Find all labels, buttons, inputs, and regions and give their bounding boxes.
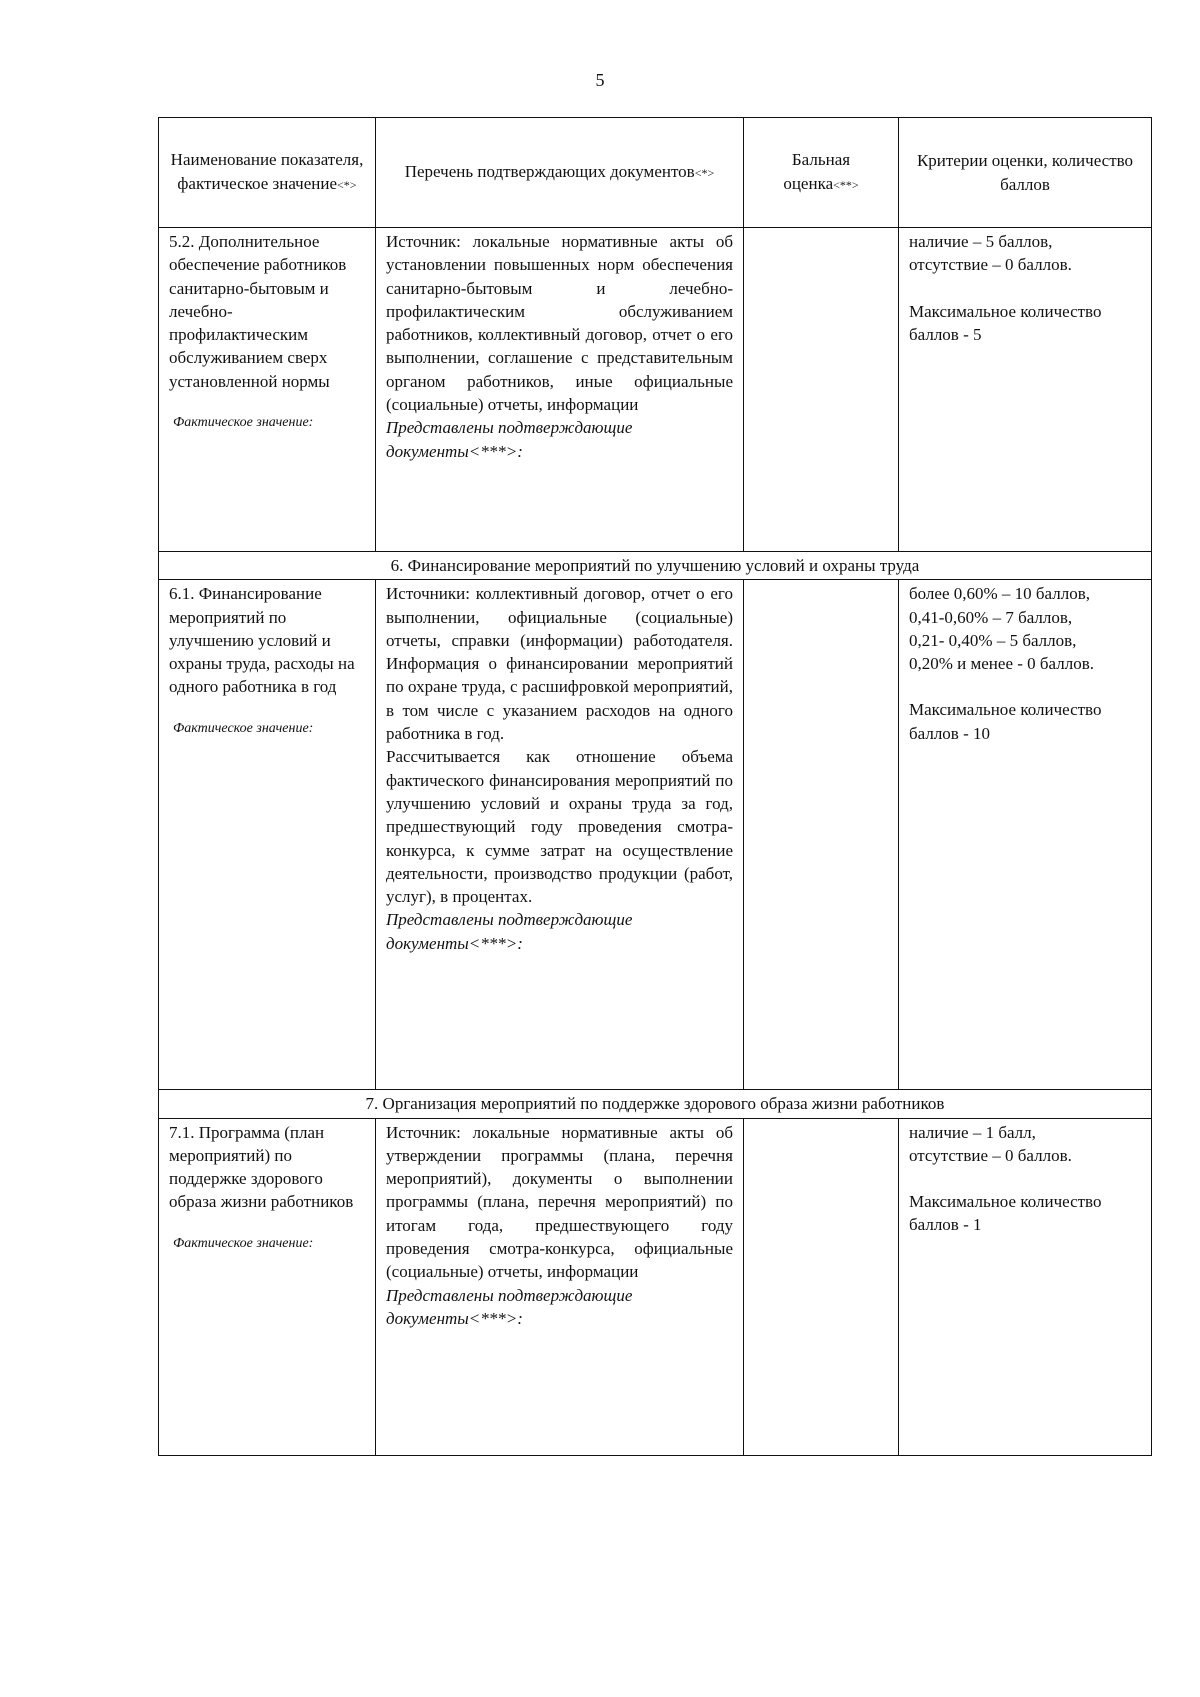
header-criteria	[899, 118, 1152, 228]
documents-cell	[376, 580, 744, 1090]
table-row-5-2	[159, 228, 1152, 552]
criteria-line: отсутствие – 0 баллов.	[909, 1145, 1072, 1165]
criteria-line: наличие – 1 балл,	[909, 1122, 1036, 1142]
criteria-line: 0,20% и менее - 0 баллов.	[909, 654, 1094, 674]
header-score-footnote: <**>	[833, 177, 859, 192]
section-7-row	[159, 1090, 1152, 1118]
header-documents	[376, 118, 744, 228]
criteria-line: более 0,60% – 10 баллов,	[909, 584, 1090, 604]
criteria-max: Максимальное количество баллов - 5	[909, 301, 1102, 344]
criteria-max: Максимальное количество баллов - 1	[909, 1192, 1102, 1235]
section-6-row	[159, 552, 1152, 580]
indicator-cell	[159, 228, 376, 552]
fact-value-label: Фактическое значение:	[173, 1235, 314, 1251]
documents-text: Источники: коллективный договор, отчет о его выполнении, официальные (социальные) отчеты, справки (информации) работодателя. Информация о финансировании мероприятий по охране труда, с расшифровкой мероприятий, в том числе с указанием расходов на одного работника в год.	[386, 584, 733, 744]
header-score-text: Бальная оценка	[783, 150, 851, 193]
documents-text: Источник: локальные нормативные акты об установлении повышенных норм обеспечения санитарно-бытовым и лечебно-профилактическим обслуживанием работников, коллективный договор, отчет о его выполнении, соглашение с представительным органом работников, иные официальные (социальные) отчеты, информации	[386, 232, 733, 415]
documents-calculation: Рассчитывается как отношение объема фактического финансирования мероприятий по улучшению условий и охраны труда за год, предшествующий году проведения смотра-конкурса, к сумме затрат на осуществление деятельности, производство продукции (работ, услуг), в процентах.	[386, 747, 733, 907]
criteria-line: 0,41-0,60% – 7 баллов,	[909, 607, 1073, 627]
table-header-row	[159, 118, 1152, 228]
header-criteria-text: Критерии оценки, количество баллов	[916, 151, 1134, 194]
score-cell[interactable]	[744, 228, 899, 552]
criteria-cell	[899, 1118, 1152, 1455]
criteria-line: отсутствие – 0 баллов.	[909, 255, 1072, 275]
score-cell[interactable]	[744, 1118, 899, 1455]
header-documents-footnote: <*>	[694, 165, 715, 180]
fact-value-label: Фактическое значение:	[173, 415, 314, 431]
indicator-name: 7.1. Программа (план мероприятий) по поддержке здорового образа жизни работников	[169, 1122, 354, 1212]
header-indicator-name-text: Наименование показателя, фактическое значение	[170, 150, 364, 193]
fact-value-label: Фактическое значение:	[173, 720, 314, 736]
header-documents-text: Перечень подтверждающих документов	[404, 161, 695, 181]
documents-text: Источник: локальные нормативные акты об утверждении программы (плана, перечня мероприятий), документы о выполнении программы (плана, перечня мероприятий) по итогам года, предшествующего году проведения смотра-конкурса, официальные (социальные) отчеты, информации	[386, 1122, 733, 1282]
evaluation-table	[158, 117, 1152, 1456]
indicator-cell	[159, 580, 376, 1090]
header-indicator-footnote: <*>	[337, 177, 357, 192]
indicator-cell	[159, 1118, 376, 1455]
documents-cell	[376, 1118, 744, 1455]
criteria-line: наличие – 5 баллов,	[909, 232, 1053, 251]
section-6-title: 6. Финансирование мероприятий по улучшению условий и охраны труда	[159, 552, 1152, 580]
criteria-cell	[899, 228, 1152, 552]
score-cell[interactable]	[744, 580, 899, 1090]
documents-confirm: Представлены подтверждающие документы<***>:	[386, 1285, 633, 1328]
criteria-cell	[899, 580, 1152, 1090]
documents-cell	[376, 228, 744, 552]
documents-confirm: Представлены подтверждающие документы<***>:	[386, 910, 633, 953]
indicator-name: 6.1. Финансирование мероприятий по улучшению условий и охраны труда, расходы на одного работника в год	[169, 584, 355, 697]
criteria-line: 0,21- 0,40% – 5 баллов,	[909, 630, 1077, 650]
page-number: 5	[595, 70, 605, 90]
documents-confirm: Представлены подтверждающие документы<***>:	[386, 418, 633, 461]
header-indicator-name	[159, 118, 376, 228]
indicator-name: 5.2. Дополнительное обеспечение работников санитарно-бытовым и лечебно-профилактическим обслуживанием сверх установленной нормы	[169, 232, 347, 391]
table-row-6-1	[159, 580, 1152, 1090]
table-row-7-1	[159, 1118, 1152, 1455]
header-score	[744, 118, 899, 228]
criteria-max: Максимальное количество баллов - 10	[909, 700, 1102, 743]
section-7-title: 7. Организация мероприятий по поддержке здорового образа жизни работников	[159, 1090, 1152, 1118]
